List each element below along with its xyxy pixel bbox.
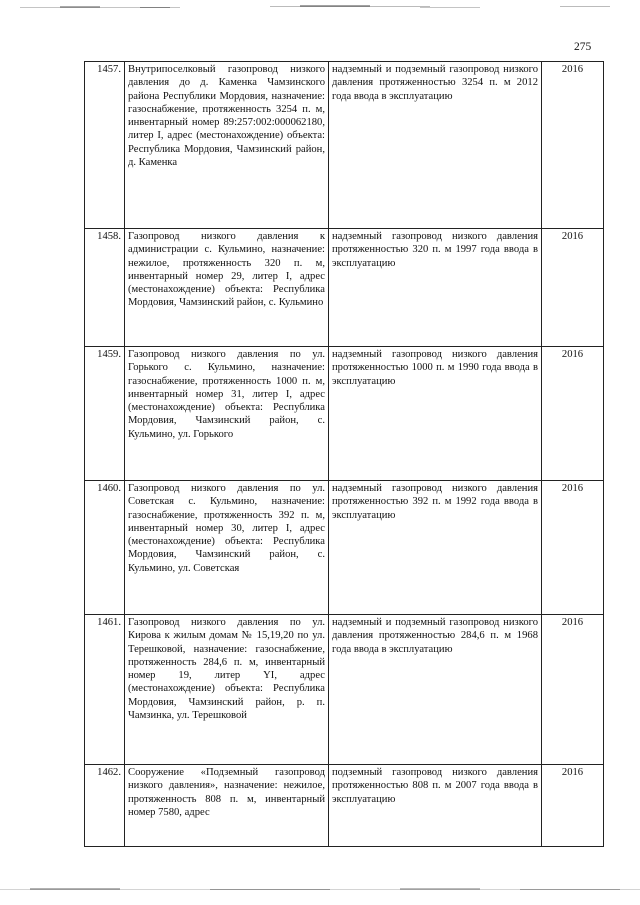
year-cell: 2016: [542, 481, 604, 615]
year-cell: 2016: [542, 229, 604, 347]
object-cell: Внутрипоселковый газопровод низкого давления до д. Каменка Чамзинского района Республики Мордовия, назначение: газоснабжение, протяженность 3254 п. м, инвентарный номер 89:257:002:000062180, литер I, адрес (местонахождение) объекта: Республика Мордовия, Чамзинский район, д. Каменка: [125, 62, 329, 229]
table-row: [85, 481, 604, 615]
description-cell: надземный газопровод низкого давления протяженностью 392 п. м 1992 года ввода в эксплуатацию: [329, 481, 542, 615]
description-cell: надземный и подземный газопровод низкого давления протяженностью 3254 п. м 2012 года ввода в эксплуатацию: [329, 62, 542, 229]
object-cell: Газопровод низкого давления по ул. Советская с. Кульмино, назначение: газоснабжение, протяженность 392 п. м, инвентарный номер 30, литер I, адрес (местонахождение) объекта: Республика Мордовия, Чамзинский район, с. Кульмино, ул. Советская: [125, 481, 329, 615]
row-number: 1462.: [85, 765, 125, 847]
table-row: [85, 229, 604, 347]
row-number: 1461.: [85, 615, 125, 765]
object-cell: Сооружение «Подземный газопровод низкого давления», назначение: нежилое, протяженность 808 п. м, инвентарный номер 7580, адрес: [125, 765, 329, 847]
year-cell: 2016: [542, 347, 604, 481]
table-row: [85, 347, 604, 481]
description-cell: надземный и подземный газопровод низкого давления протяженностью 284,6 п. м 1968 года ввода в эксплуатацию: [329, 615, 542, 765]
table-row: [85, 765, 604, 847]
table-row: [85, 615, 604, 765]
property-register-table: [84, 61, 604, 847]
row-number: 1457.: [85, 62, 125, 229]
description-cell: подземный газопровод низкого давления протяженностью 808 п. м 2007 года ввода в эксплуатацию: [329, 765, 542, 847]
description-cell: надземный газопровод низкого давления протяженностью 1000 п. м 1990 года ввода в эксплуатацию: [329, 347, 542, 481]
table-row: [85, 62, 604, 229]
year-cell: 2016: [542, 62, 604, 229]
year-cell: 2016: [542, 765, 604, 847]
object-cell: Газопровод низкого давления по ул. Горького с. Кульмино, назначение: газоснабжение, протяженность 1000 п. м, инвентарный номер 31, литер I, адрес (местонахождение) объекта: Республика Мордовия, Чамзинский район, с. Кульмино, ул. Горького: [125, 347, 329, 481]
scan-edge-noise-bottom: [0, 884, 640, 894]
row-number: 1458.: [85, 229, 125, 347]
scan-edge-noise-top: [0, 4, 640, 12]
object-cell: Газопровод низкого давления к администрации с. Кульмино, назначение: нежилое, протяженность 320 п. м, инвентарный номер 29, литер I, адрес (местонахождение) объекта: Республика Мордовия, Чамзинский район, с. Кульмино: [125, 229, 329, 347]
row-number: 1460.: [85, 481, 125, 615]
object-cell: Газопровод низкого давления по ул. Кирова к жилым домам № 15,19,20 по ул. Терешковой, назначение: газоснабжение, протяженность 284,6 п. м, инвентарный номер 19, литер YI, адрес (местонахождение) объекта: Республика Мордовия, Чамзинский район, р. п. Чамзинка, ул. Терешковой: [125, 615, 329, 765]
row-number: 1459.: [85, 347, 125, 481]
page-number: 275: [574, 41, 592, 53]
description-cell: надземный газопровод низкого давления протяженностью 320 п. м 1997 года ввода в эксплуатацию: [329, 229, 542, 347]
year-cell: 2016: [542, 615, 604, 765]
